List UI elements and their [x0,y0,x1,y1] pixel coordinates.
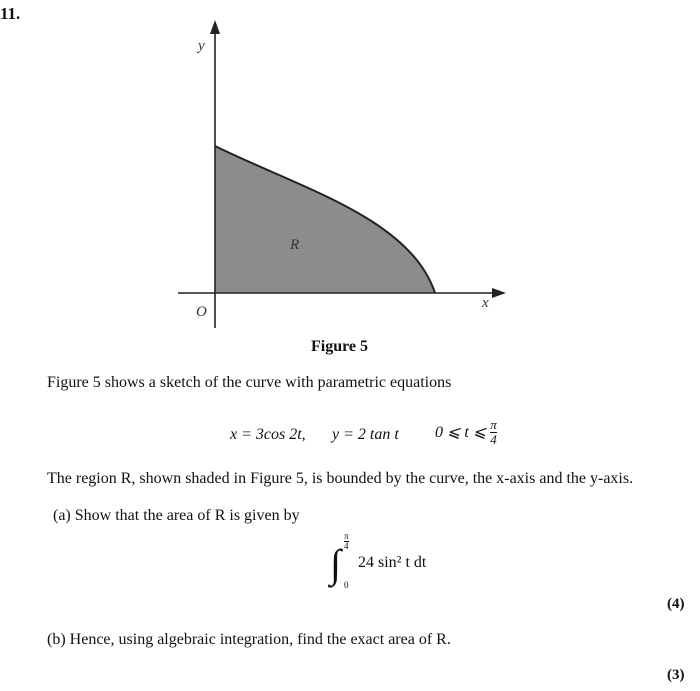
parameter-range [435,418,497,446]
question-number: 11. [0,4,21,23]
range-denominator: 4 [490,431,497,447]
intro-text: Figure 5 shows a sketch of the curve with parametric equations [47,374,452,391]
upper-limit-numerator: π [344,531,349,541]
origin-label: O [196,304,207,320]
upper-limit-denominator: 4 [344,541,349,552]
integral-lower-limit: 0 [344,580,349,590]
range-prefix: 0 ⩽ t ⩽ [435,424,487,442]
part-a-marks: (4) [667,596,685,612]
range-numerator: π [490,417,497,432]
x-axis-label: x [482,295,489,311]
y-axis-label: y [198,38,205,54]
shaded-region-r [215,146,435,293]
integral-upper-limit [344,532,349,552]
equation-y: y = 2 tan t [332,426,399,443]
part-b-text: (b) Hence, using algebraic integration, find the exact area of R. [47,631,451,648]
integral-expression [330,531,450,590]
range-fraction [490,418,497,446]
region-description: The region R, shown shaded in Figure 5, is bounded by the curve, the x-axis and the y-axis. [47,470,634,487]
part-b-marks: (3) [667,667,685,683]
equation-x: x = 3cos 2t, [230,426,306,443]
figure-5-sketch [160,18,520,328]
integrand: 24 sin² t dt [358,554,427,571]
part-a-text: (a) Show that the area of R is given by [53,507,300,524]
figure-caption: Figure 5 [311,338,369,355]
integral-sign: ∫ [330,541,341,586]
region-label: R [290,237,300,253]
y-axis-arrow-icon [210,20,220,34]
x-axis-arrow-icon [492,288,506,298]
